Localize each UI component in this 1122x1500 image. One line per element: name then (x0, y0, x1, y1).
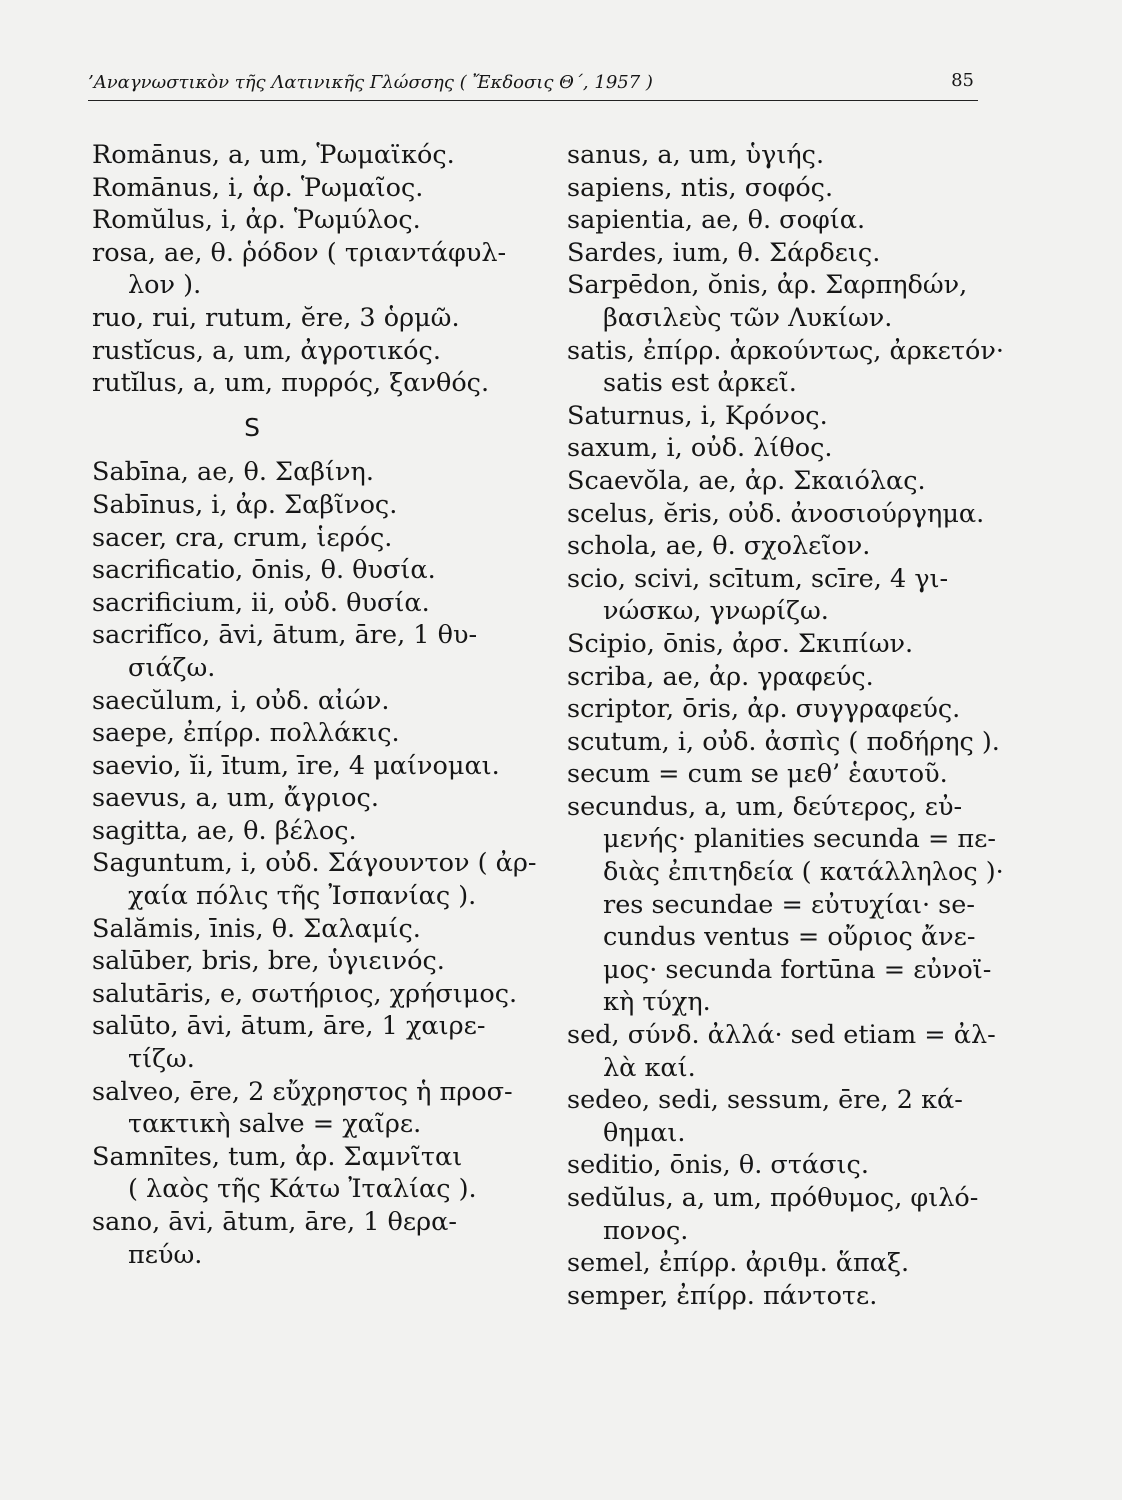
dictionary-line: sedeo, sedi, sessum, ēre, 2 κά- (567, 1085, 963, 1116)
dictionary-line: sed, σύνδ. ἀλλά· sed etiam = ἀλ- (567, 1020, 996, 1051)
dictionary-line: θημαι. (603, 1117, 686, 1148)
dictionary-line: salūto, āvi, ātum, āre, 1 χαιρε- (92, 1011, 486, 1042)
dictionary-line: saevus, a, um, ἄγριος. (92, 783, 379, 814)
dictionary-line: saxum, i, οὐδ. λίθος. (567, 433, 833, 464)
dictionary-line: salutāris, e, σωτήριος, χρήσιμος. (92, 978, 518, 1009)
page-header (88, 70, 978, 101)
dictionary-line: Sardes, ium, θ. Σάρδεις. (567, 237, 881, 268)
dictionary-line: saevio, ĭi, ītum, īre, 4 μαίνομαι. (92, 750, 500, 781)
dictionary-line: secundus, a, um, δεύτερος, εὐ- (567, 791, 963, 822)
page-number: 85 (951, 70, 974, 91)
dictionary-line: sacrifĭco, āvi, ātum, āre, 1 θυ- (92, 620, 478, 651)
dictionary-line: ruo, rui, rutum, ĕre, 3 ὁρμῶ. (92, 302, 460, 333)
dictionary-line: κὴ τύχη. (603, 987, 711, 1018)
dictionary-line: Samnītes, tum, ἀρ. Σαμνῖται (92, 1141, 463, 1172)
dictionary-line: saecŭlum, i, οὐδ. αἰών. (92, 685, 390, 716)
dictionary-line: scriptor, ōris, ἀρ. συγγραφεύς. (567, 694, 961, 725)
dictionary-line: μενής· planities secunda = πε- (603, 824, 996, 855)
dictionary-line: τίζω. (128, 1044, 195, 1075)
dictionary-line: Sabīnus, i, ἀρ. Σαβῖνος. (92, 489, 398, 520)
dictionary-line: scriba, ae, ἀρ. γραφεύς. (567, 661, 874, 692)
dictionary-line: πεύω. (128, 1239, 203, 1270)
dictionary-line: scelus, ĕris, οὐδ. ἀνοσιούργημα. (567, 498, 985, 529)
dictionary-line: semel, ἐπίρρ. ἀριθμ. ἅπαξ. (567, 1248, 910, 1279)
dictionary-line: sapientia, ae, θ. σοφία. (567, 205, 866, 236)
dictionary-line: satis est ἀρκεῖ. (603, 368, 797, 399)
dictionary-line: sacer, cra, crum, ἱερός. (92, 522, 393, 553)
dictionary-line: Sabīna, ae, θ. Σαβίνη. (92, 457, 374, 488)
dictionary-line: Romānus, i, ἀρ. Ῥωμαῖος. (92, 172, 424, 203)
dictionary-line: Saguntum, i, οὐδ. Σάγουντον ( ἀρ- (92, 848, 537, 879)
dictionary-line: sano, āvi, ātum, āre, 1 θερα- (92, 1207, 457, 1237)
dictionary-line: λον ). (128, 270, 202, 301)
dictionary-line: sapiens, ntis, σοφός. (567, 172, 834, 203)
dictionary-line: πονος. (603, 1215, 689, 1246)
dictionary-line: seditio, ōnis, θ. στάσις. (567, 1150, 869, 1181)
dictionary-line: rustĭcus, a, um, ἀγροτικός. (92, 335, 441, 366)
dictionary-line: Salămis, īnis, θ. Σαλαμίς. (92, 913, 421, 944)
dictionary-line: sacrificium, ii, οὐδ. θυσία. (92, 587, 430, 618)
dictionary-line: semper, ἐπίρρ. πάντοτε. (567, 1280, 878, 1311)
dictionary-line: satis, ἐπίρρ. ἀρκούντως, ἀρκετόν· (567, 335, 1004, 366)
dictionary-line: διὰς ἐπιτηδεία ( κατάλληλος )· (603, 857, 1004, 888)
dictionary-line: res secundae = εὐτυχίαι· se- (603, 889, 975, 920)
section-letter: S (244, 412, 260, 442)
dictionary-line: τακτικὴ salve = χαῖρε. (128, 1109, 422, 1140)
dictionary-line: Sarpēdon, ŏnis, ἀρ. Σαρπηδών, (567, 270, 968, 301)
dictionary-line: saepe, ἐπίρρ. πολλάκις. (92, 718, 400, 749)
dictionary-line: χαία πόλις τῆς Ἰσπανίας ). (128, 881, 477, 912)
dictionary-line: secum = cum se μεθ’ ἑαυτοῦ. (567, 759, 948, 790)
dictionary-line: Scipio, ōnis, ἀρσ. Σκιπίων. (567, 628, 914, 659)
dictionary-line: cundus ventus = οὔριος ἄνε- (603, 922, 976, 953)
dictionary-line: βασιλεὺς τῶν Λυκίων. (603, 302, 893, 333)
dictionary-line: ( λαὸς τῆς Κάτω Ἰταλίας ). (128, 1174, 477, 1205)
dictionary-line: rosa, ae, θ. ῥόδον ( τριαντάφυλ- (92, 237, 507, 268)
dictionary-line: scio, scivi, scītum, scīre, 4 γι- (567, 563, 949, 594)
dictionary-line: λὰ καί. (603, 1052, 696, 1083)
running-title: ’Αναγνωστικὸν τῆς Λατινικῆς Γλώσσης ( Ἔκδοσις Θ΄, 1957 ) (88, 72, 653, 93)
right-column (567, 139, 1004, 1312)
dictionary-line: σιάζω. (128, 652, 216, 683)
dictionary-line: Romānus, a, um, Ῥωμαϊκός. (92, 140, 455, 170)
dictionary-line: Romŭlus, i, ἀρ. Ῥωμύλος. (92, 205, 421, 236)
dictionary-line: salūber, bris, bre, ὑγιεινός. (92, 946, 445, 977)
dictionary-line: Saturnus, i, Κρόνος. (567, 400, 828, 431)
dictionary-line: μος· secunda fortūna = εὐνοϊ- (603, 954, 992, 985)
dictionary-line: schola, ae, θ. σχολεῖον. (567, 531, 871, 562)
dictionary-line: sagitta, ae, θ. βέλος. (92, 815, 357, 846)
dictionary-line: rutĭlus, a, um, πυρρός, ξανθός. (92, 368, 490, 399)
dictionary-line: sacrificatio, ōnis, θ. θυσία. (92, 555, 436, 586)
dictionary-line: salveo, ēre, 2 εὔχρηστος ἡ προσ- (92, 1076, 513, 1107)
dictionary-line: Scaevŏla, ae, ἀρ. Σκαιόλας. (567, 465, 926, 496)
dictionary-line: sedŭlus, a, um, πρόθυμος, φιλό- (567, 1183, 979, 1213)
dictionary-line: sanus, a, um, ὑγιής. (567, 140, 825, 170)
dictionary-line: νώσκω, γνωρίζω. (603, 596, 829, 627)
dictionary-line: scutum, i, οὐδ. ἀσπὶς ( ποδήρης ). (567, 726, 1000, 757)
left-column (92, 139, 537, 1271)
